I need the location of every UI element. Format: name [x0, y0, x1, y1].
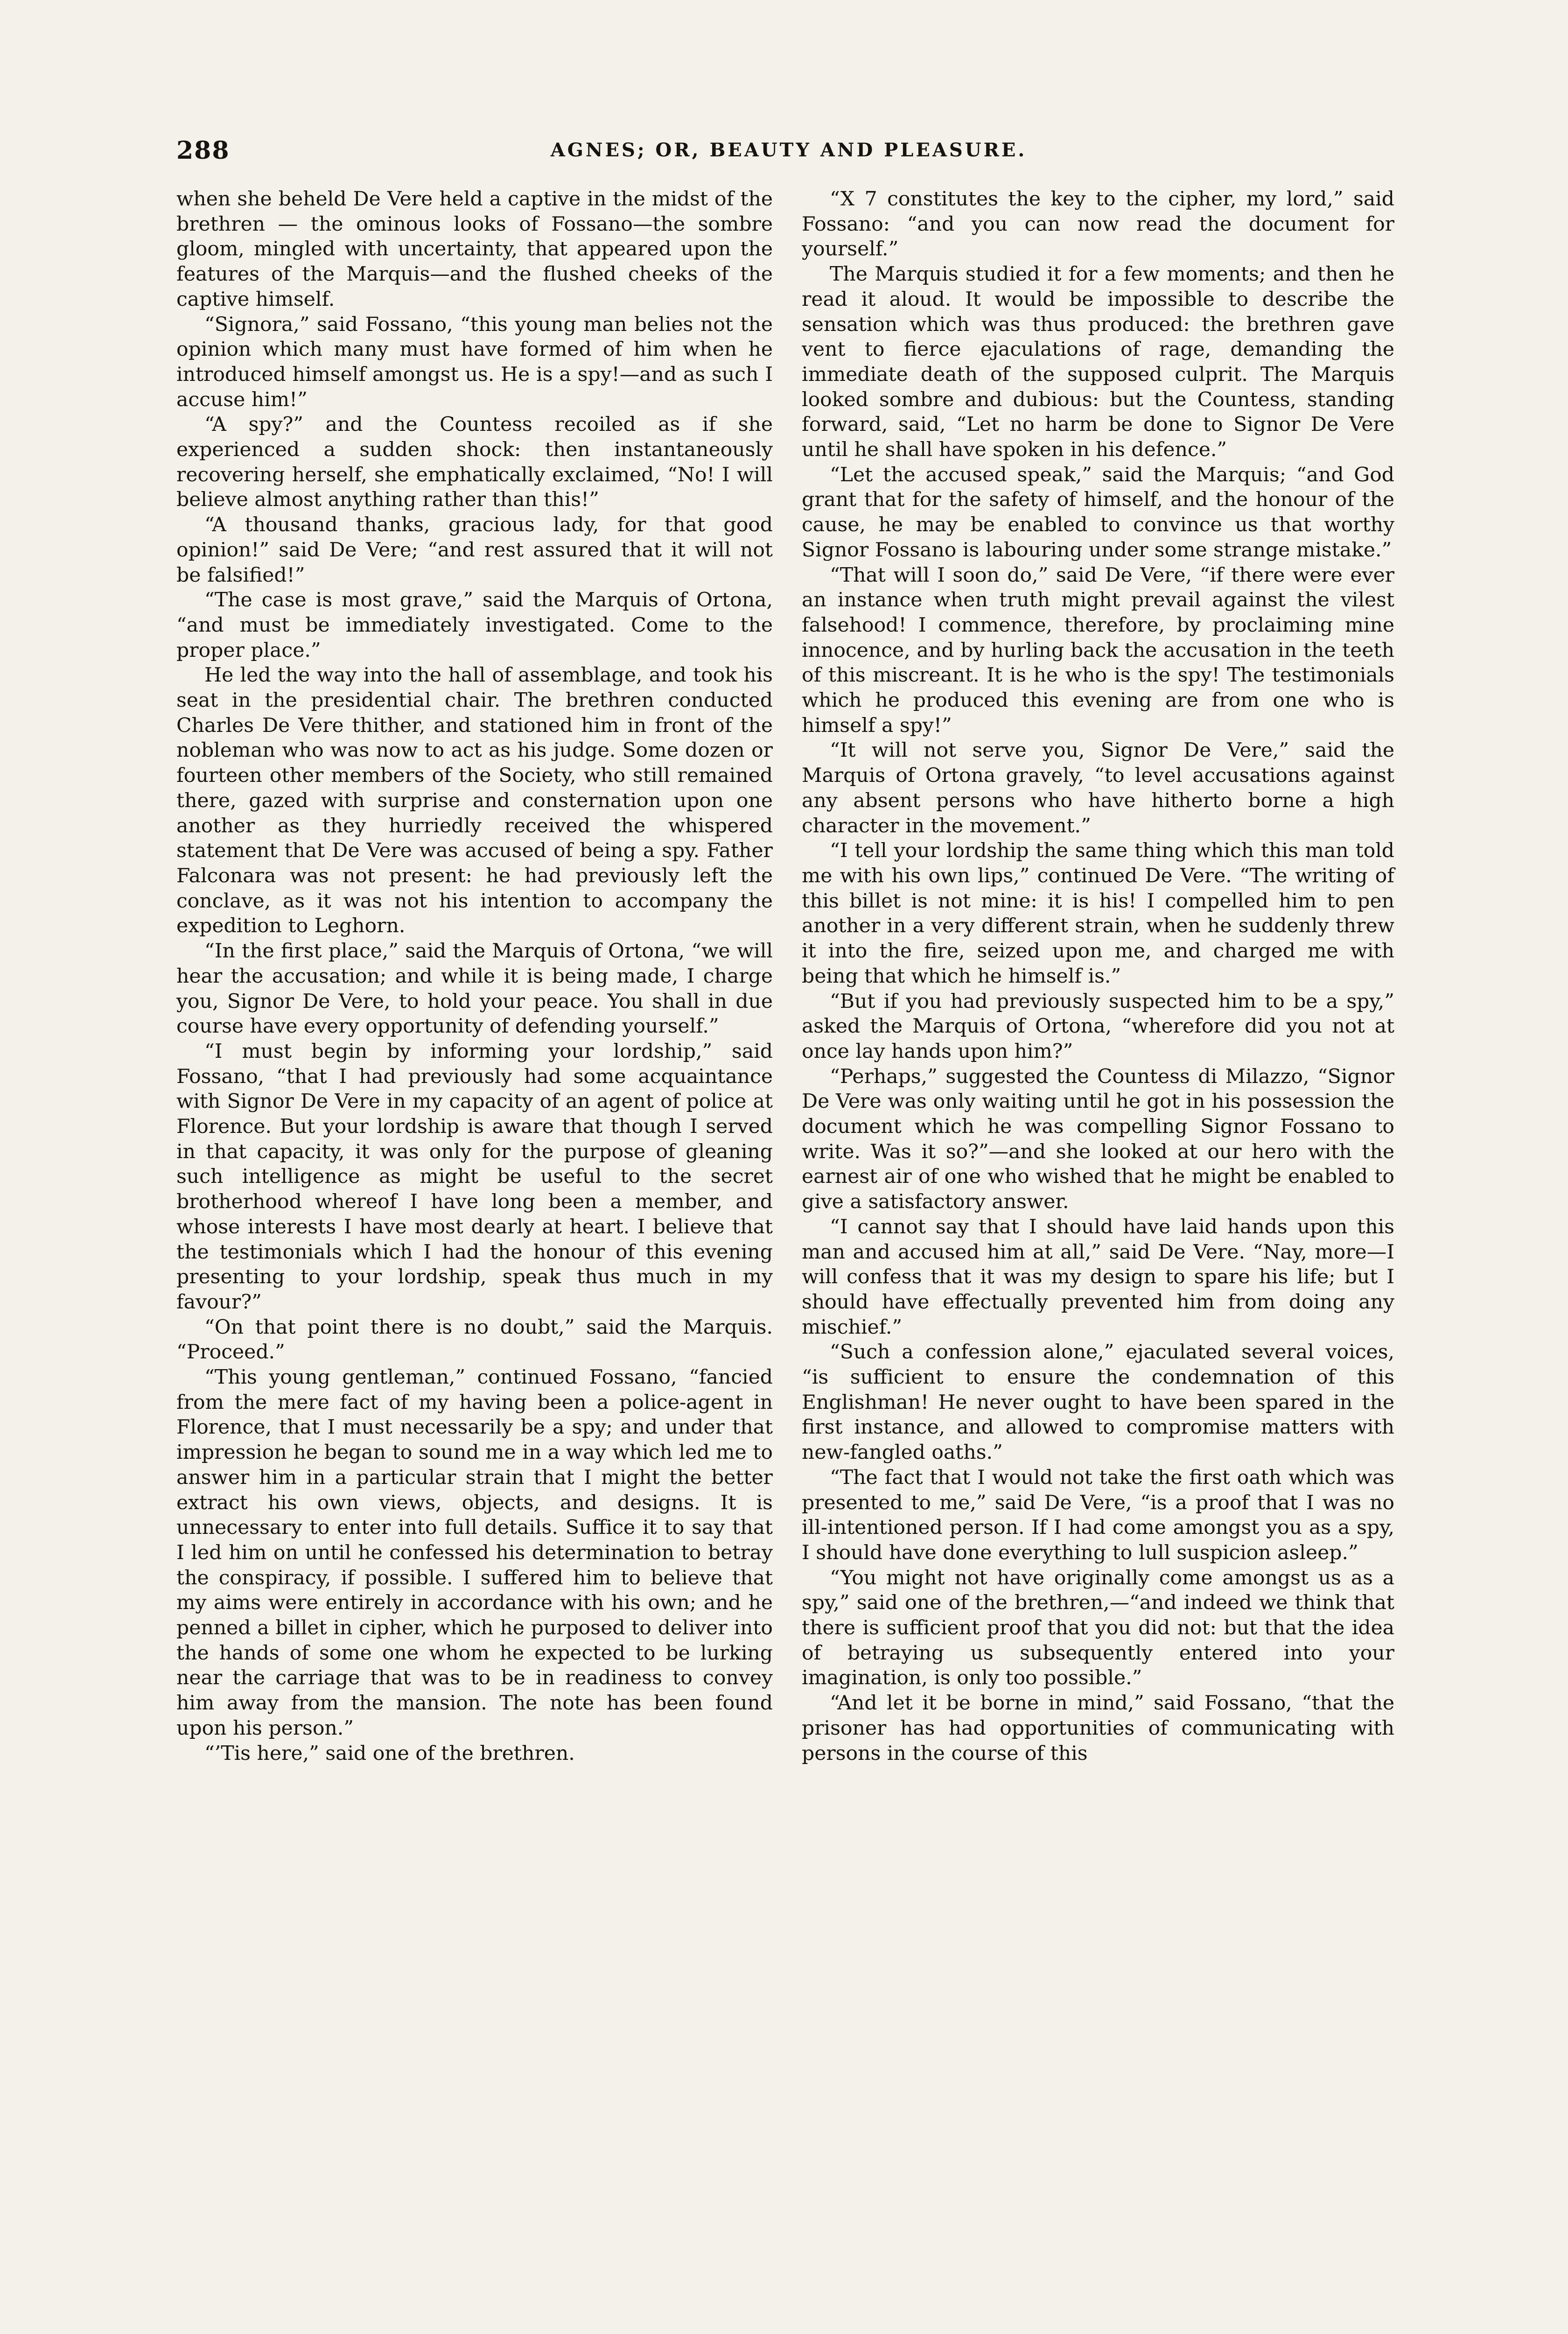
paragraph: “You might not have originally come amongst us as a spy,” said one of the brethren,—“and indeed we think that there is sufficient proof that you did not: but that the idea of betraying us subsequently entered into your imagination, is only too possible.” [802, 1566, 1394, 1690]
paragraph: “Perhaps,” suggested the Countess di Milazzo, “Signor De Vere was only waiting until he got in his possession the document which he was compelling Signor Fossano to write. Was it so?”—and she looked at our hero with the earnest air of one who wished that he might be enabled to give a satisfactory answer. [802, 1065, 1394, 1214]
right-column [802, 187, 1394, 1766]
paragraph: “That will I soon do,” said De Vere, “if there were ever an instance when truth might prevail against the vilest falsehood! I commence, therefore, by proclaiming mine innocence, and by hurling back the accusation in the teeth of this miscreant. It is he who is the spy! The testimonials which he produced this evening are from one who is himself a spy!” [802, 563, 1394, 737]
paragraph: “In the first place,” said the Marquis of Ortona, “we will hear the accusation; and while it is being made, I charge you, Signor De Vere, to hold your peace. You shall in due course have every opportunity of defending yourself.” [176, 940, 773, 1038]
paragraph: “Signora,” said Fossano, “this young man belies not the opinion which many must have formed of him when he introduced himself amongst us. He is a spy!—and as such I accuse him!” [176, 313, 773, 411]
paragraph: He led the way into the hall of assemblage, and took his seat in the presidential chair. The brethren conducted Charles De Vere thither, and stationed him in front of the nobleman who was now to act as his judge. Some dozen or fourteen other members of the Society, who still remained there, gazed with surprise and consternation upon one another as they hurriedly received the whispered statement that De Vere was accused of being a spy. Father Falconara was not present: he had previously left the conclave, as it was not his intention to accompany the expedition to Leghorn. [176, 664, 773, 938]
paragraph: “A spy?” and the Countess recoiled as if she experienced a sudden shock: then instantaneously recovering herself, she emphatically exclaimed, “No! I will believe almost anything rather than this!” [176, 413, 773, 512]
paragraph: “’Tis here,” said one of the brethren. [204, 1742, 575, 1765]
paragraph: “It will not serve you, Signor De Vere,” said the Marquis of Ortona gravely, “to level accusations against any absent persons who have hitherto borne a high character in the movement.” [802, 739, 1394, 837]
paragraph: “The case is most grave,” said the Marquis of Ortona, “and must be immediately investigated. Come to the proper place.” [176, 589, 773, 662]
paragraph: “But if you had previously suspected him to be a spy,” asked the Marquis of Ortona, “wherefore did you not at once lay hands upon him?” [802, 990, 1394, 1063]
paragraph: “Let the accused speak,” said the Marquis; “and God grant that for the safety of himself, and the honour of the cause, he may be enabled to convince us that worthy Signor Fossano is labouring under some strange mistake.” [802, 463, 1394, 562]
running-title: AGNES; OR, BEAUTY AND PLEASURE. [550, 139, 1027, 161]
page-number: 288 [176, 136, 230, 165]
paragraph: “Such a confession alone,” ejaculated several voices, “is sufficient to ensure the condemnation of this Englishman! He never ought to have been spared in the first instance, and allowed to compromise matters with new-fangled oaths.” [802, 1341, 1394, 1464]
paragraph: “This young gentleman,” continued Fossano, “fancied from the mere fact of my having been a police-agent in Florence, that I must necessarily be a spy; and under that impression he began to sound me in a way which led me to answer him in a particular strain that I might the better extract his own views, objects, and designs. It is unnecessary to enter into full details. Suffice it to say that I led him on until he confessed his determination to betray the conspiracy, if possible. I suffered him to believe that my aims were entirely in accordance with his own; and he penned a billet in cipher, which he purposed to deliver into the hands of some one whom he expected to be lurking near the carriage that was to be in readiness to convey him away from the mansion. The note has been found upon his person.” [176, 1366, 773, 1740]
paragraph: “I tell your lordship the same thing which this man told me with his own lips,” continued De Vere. “The writing of this billet is not mine: it is his! I compelled him to pen another in a very different strain, when he suddenly threw it into the fire, seized upon me, and charged me with being that which he himself is.” [802, 839, 1394, 988]
paragraph: The Marquis studied it for a few moments; and then he read it aloud. It would be impossible to describe the sensation which was thus produced: the brethren gave vent to fierce ejaculations of rage, demanding the immediate death of the supposed culprit. The Marquis looked sombre and dubious: but the Countess, standing forward, said, “Let no harm be done to Signor De Vere until he shall have spoken in his defence.” [802, 263, 1394, 462]
paragraph: “I must begin by informing your lordship,” said Fossano, “that I had previously had some acquaintance with Signor De Vere in my capacity of an agent of police at Florence. But your lordship is aware that though I served in that capacity, it was only for the purpose of gleaning such intelligence as might be useful to the secret brotherhood whereof I have long been a member, and whose interests I have most dearly at heart. I believe that the testimonials which I had the honour of this evening presenting to your lordship, speak thus much in my favour?” [176, 1040, 773, 1314]
paragraph: “On that point there is no doubt,” said the Marquis. “Proceed.” [176, 1315, 773, 1364]
paragraph: “And let it be borne in mind,” said Fossano, “that the prisoner has had opportunities of communicating with persons in the course of this [802, 1692, 1394, 1765]
paragraph: “I cannot say that I should have laid hands upon this man and accused him at all,” said De Vere. “Nay, more—I will confess that it was my design to spare his life; but I should have effectually prevented him from doing any mischief.” [802, 1215, 1394, 1339]
page-header [0, 136, 1568, 174]
paragraph: when she beheld De Vere held a captive in the midst of the brethren — the ominous looks of Fossano—the sombre gloom, mingled with uncertainty, that appeared upon the features of the Marquis—and the flushed cheeks of the captive himself. [176, 188, 773, 311]
paragraph: “X 7 constitutes the key to the cipher, my lord,” said Fossano: “and you can now read the document for yourself.” [802, 188, 1394, 261]
paragraph: “A thousand thanks, gracious lady, for that good opinion!” said De Vere; “and rest assured that it will not be falsified!” [176, 513, 773, 587]
left-column [176, 187, 773, 1766]
paragraph: “The fact that I would not take the first oath which was presented to me,” said De Vere, “is a proof that I was no ill-intentioned person. If I had come amongst you as a spy, I should have done everything to lull suspicion asleep.” [802, 1466, 1394, 1564]
